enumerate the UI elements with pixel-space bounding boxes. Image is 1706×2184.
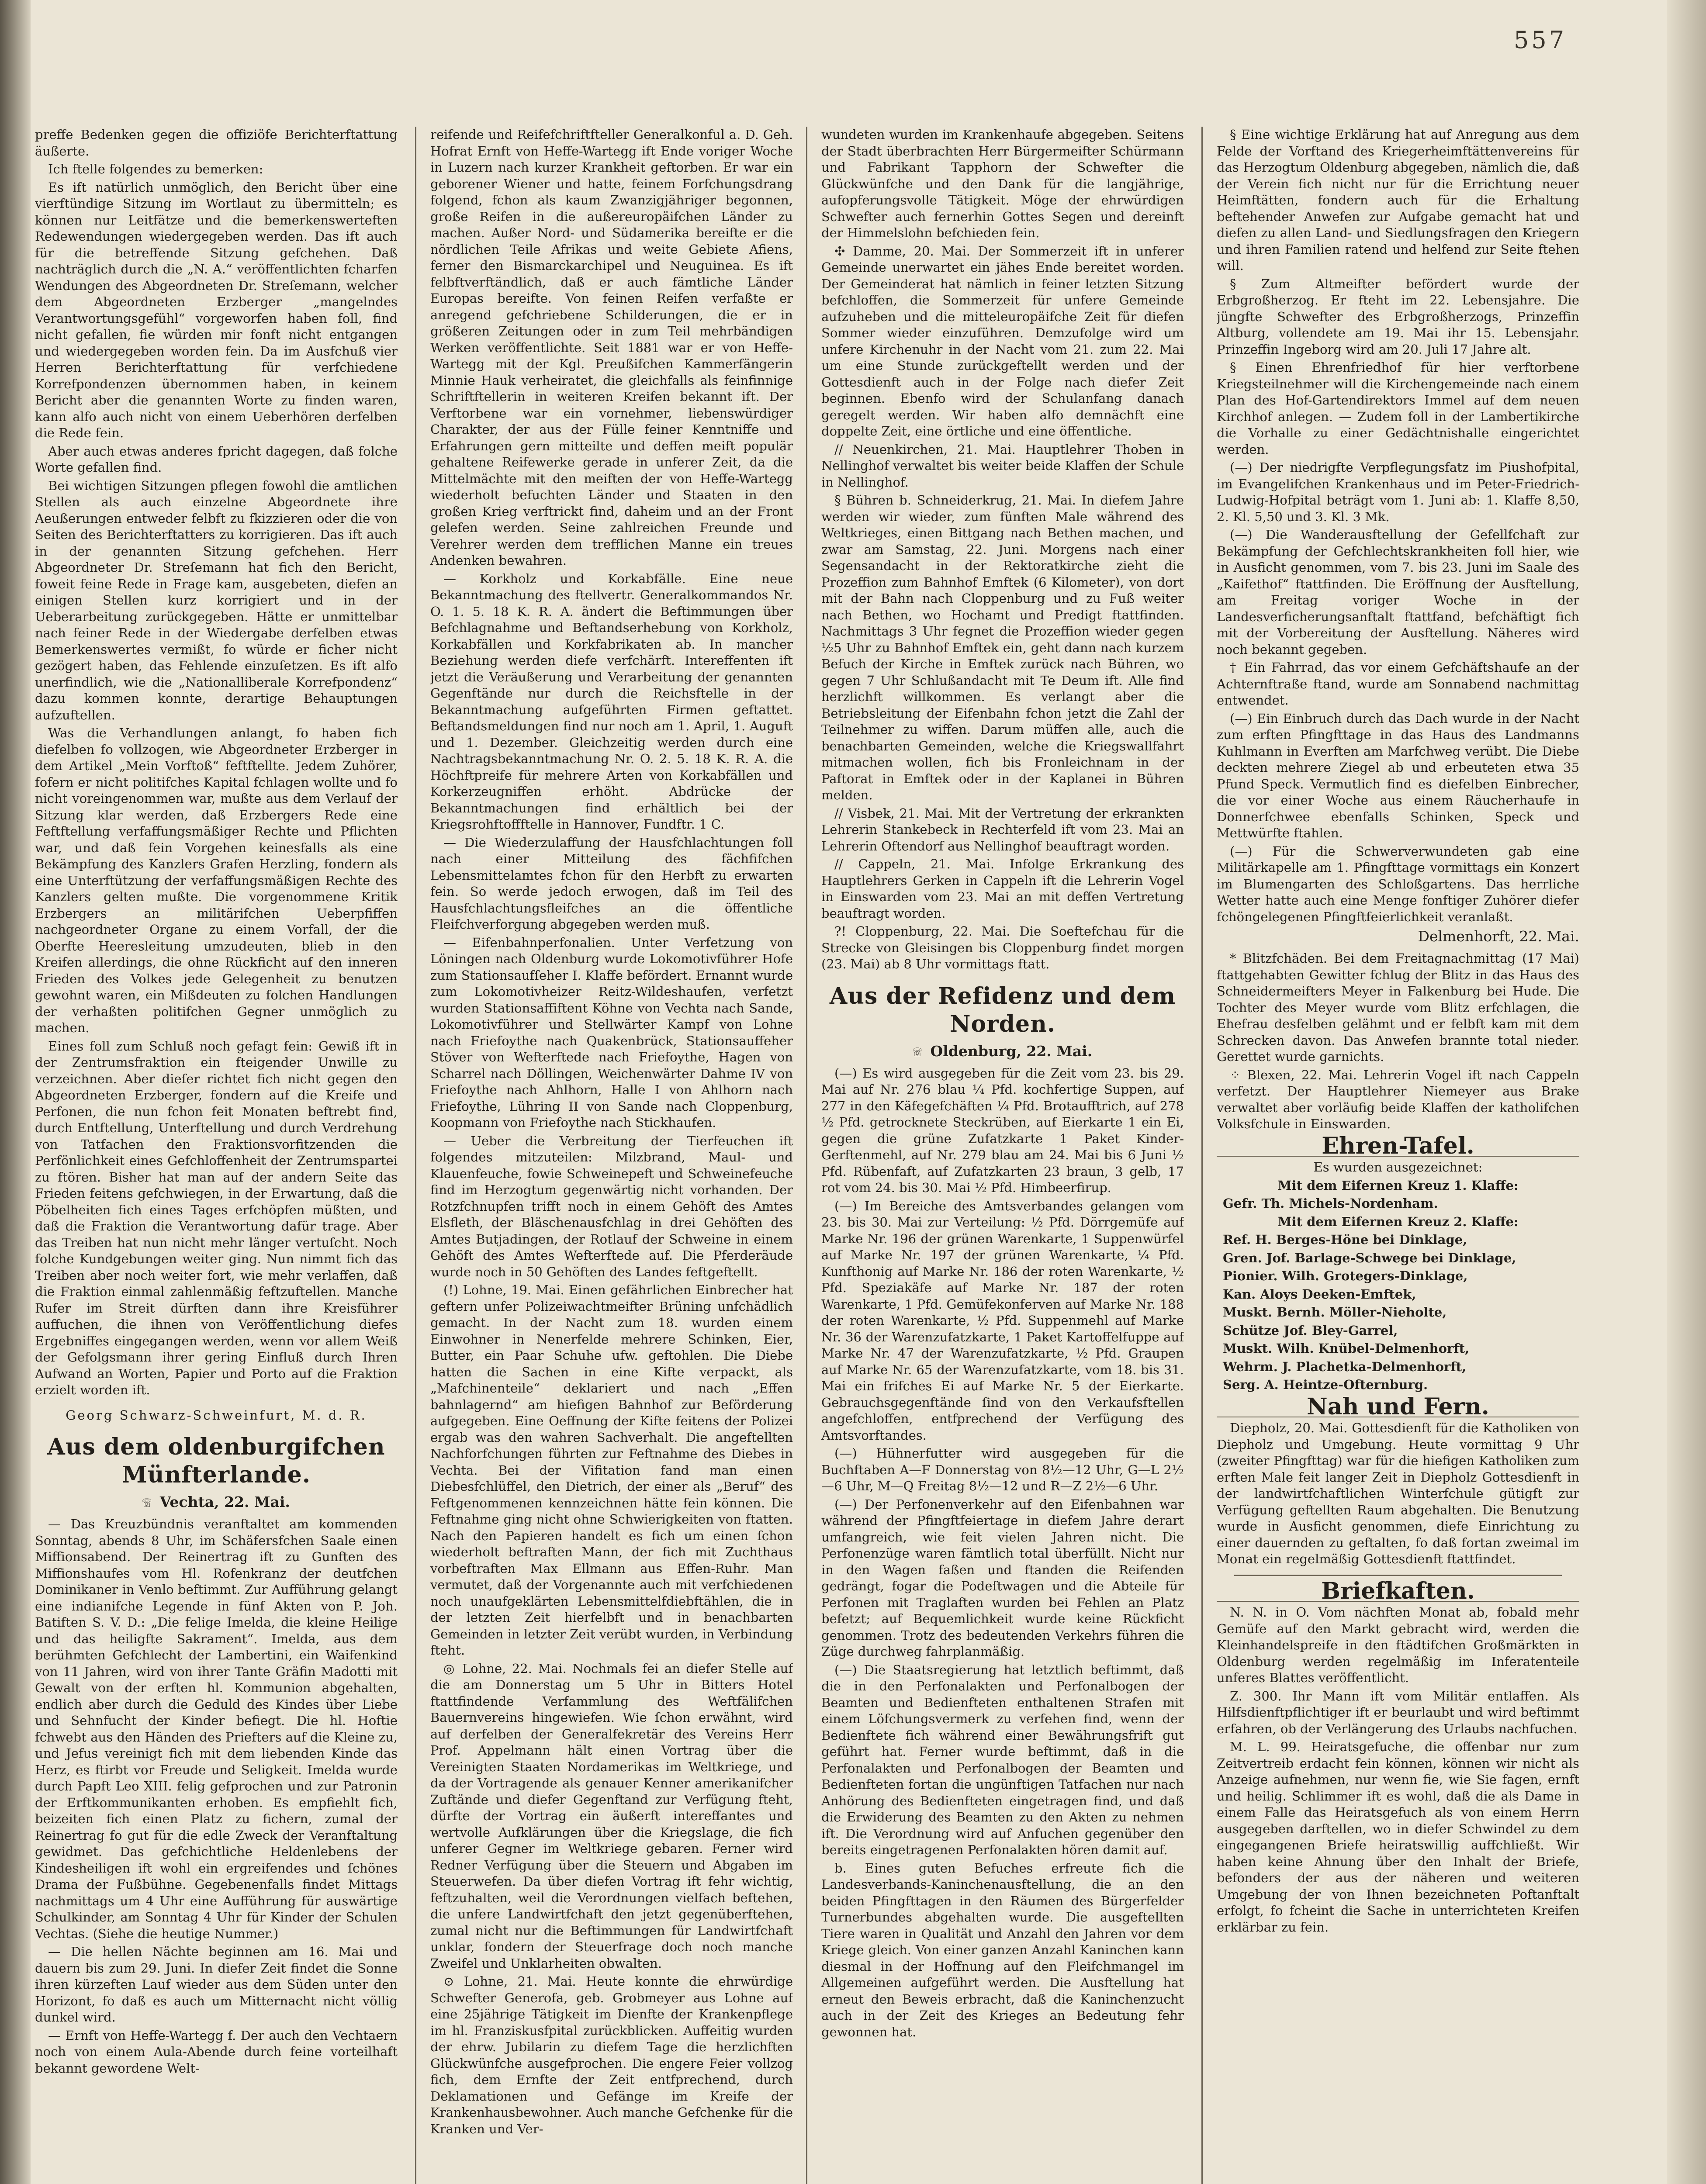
honor-recipient: Schütze Jof. Bley-Garrel, [1223,1323,1398,1338]
article-paragraph: * Blitzfchäden. Bei dem Freitagnachmittag (17 Mai) ftattgehabten Gewitter fchlug der Blitz in das Haus des Schneidermeifters Meyer in Falkenburg bei Hude. Die Tochter des Meyer wurde vom Blitz erfchlagen, die Ehefrau desfelben gelähmt und er felbft kam mit dem Schrecken davon. Das Anwefen brannte total nieder. Gerettet wurde garnichts. [1217,951,1579,1064]
honor-recipient: Gren. Jof. Barlage-Schwege bei Dinklage, [1223,1250,1516,1265]
article-paragraph: ◎ Lohne, 22. Mai. Nochmals fei an diefer Stelle auf die am Donnerstag um 5 Uhr in Bitters Hotel ftattfindende Verfammlung des Weftfälifchen Bauernvereins hingewiefen. Wie ſchon erwähnt, wird auf derfelben der Generalfekretär des Vereins Herr Prof. Appelmann hält einen Vortrag über die Vereinigten Staaten Nordamerikas im Weltkriege, und da der Vortragende als genauer Kenner amerikanifcher Zuftände und diefer Gegenftand zur Verfügung fteht, dürfte der Vortrag ein äußerft intereffantes und wertvolle Aufklärungen über die Kriegslage, die fich unferer Gegner im Weltkriege gebaren. Ferner wird Redner Verfügung über die Steuern und Abgaben im Steuerwefen. Da über diefen Vortrag ift fehr wichtig, feftzuhalten, weil die Verordnungen vielfach beftehen, die unfere Landwirtfchaft den jetzt gegenüberftehen, zumal nicht nur die Beftimmungen für Landwirtfchaft unklar, fondern der Steuerfrage doch noch manche Zweifel und Unklarheiten obwalten. [430,1661,793,1971]
honor-recipient: Wehrm. J. Plachetka-Delmenhorft, [1223,1359,1467,1374]
section-divider [1234,1575,1562,1576]
article-paragraph: Aber auch etwas anderes fpricht dagegen, daß folche Worte gefallen find. [35,443,398,475]
honor-recipient: Serg. A. Heintze-Ofternburg. [1223,1377,1428,1392]
article-paragraph: // Neuenkirchen, 21. Mai. Hauptlehrer Thoben in Nellinghof verwaltet bis weiter beide Klaffen der Schule in Nellinghof. [821,442,1184,490]
page-right-edge [1667,0,1706,2184]
article-paragraph: § Zum Altmeifter befördert wurde der Erbgroßherzog. Er fteht im 22. Lebensjahre. Die jüngfte Schwefter des Erbgroßherzogs, Prinzeffin Altburg, vollendete am 19. Mai ihr 15. Lebensjahr. Prinzeffin Ingeborg wird am 20. Juli 17 Jahre alt. [1217,276,1579,357]
dateline: Delmenhorft, 22. Mai. [1418,928,1579,945]
column-4 [1217,127,1579,2184]
article-paragraph: ⁘ Blexen, 22. Mai. Lehrerin Vogel ift nach Cappeln verfetzt. Der Hauptlehrer Niemeyer aus Brake verwaltet aber vorläufig beide Klaffen der katholifchen Volksfchule in Einswarden. [1217,1067,1579,1131]
honor-recipient: Pionier. Wilh. Grotegers-Dinklage, [1223,1268,1468,1283]
honor-recipient: Gefr. Th. Michels-Nordenham. [1223,1196,1438,1211]
article-paragraph: Bei wichtigen Sitzungen pflegen fowohl die amtlichen Stellen als auch einzelne Abgeordnete ihre Aeußerungen entweder felbft zu fkizzieren oder die von Seiten des Berichterftatters zu korrigieren. Das ift auch in der genannten Sitzung gefchehen. Herr Abgeordneter Dr. Streſemann hat fich den Bericht, foweit feine Rede in Frage kam, ausgebeten, diefen an einigen Stellen kurz korrigiert und in der Ueberarbeitung zurückgegeben. Hätte er unmittelbar nach feiner Rede in der Wiedergabe derfelben etwas Bemerkenswertes vermißt, fo würde er ficher nicht gezögert haben, das Fehlende einzuſetzen. Es ift alfo unerfindlich, wie die „Nationalliberale Korrefpondenz“ dazu kommen konnte, derartige Behauptungen aufzuftellen. [35,478,398,722]
article-paragraph: ⊙ Lohne, 21. Mai. Heute konnte die ehrwürdige Schwefter Generofa, geb. Grobmeyer aus Lohne auf eine 25jährige Tätigkeit im Dienfte der Krankenpflege im hl. Franziskusfpital zurückblicken. Auffeitig wurden der ehrw. Jubilarin zu diefem Tage die herzlichften Glückwünfche ausgefprochen. Die engere Feier vollzog fich, dem Ernfte der Zeit entfprechend, durch Deklamationen und Gefänge im Kreife der Krankenhausbewohner. Auch manche Gefchenke für die Kranken und Ver- [430,1974,793,2136]
article-paragraph: (—) Ein Einbruch durch das Dach wurde in der Nacht zum erften Pfingfttage in das Haus des Landmanns Kuhlmann in Everften am Marfchweg verübt. Die Diebe deckten mehrere Ziegel ab und erbeuteten etwa 35 Pfund Speck. Vermutlich find es diefelben Einbrecher, die vor einer Woche aus einem Räucherhaufe in Donnerfchwee ebenfalls Schinken, Speck und Mettwürfte ftahlen. [1217,711,1579,840]
column-1 [35,127,398,2184]
mailbox-entry: N. N. in O. Vom nächften Monat ab, fobald mehr Gemüfe auf den Markt gebracht wird, werden die Kleinhandelspreife in den ftädtifchen Großmärkten in Oldenburg werden regelmäßig im Inferatenteile unferes Blattes veröffentlicht. [1217,1605,1579,1685]
article-paragraph: preffe Bedenken gegen die offiziöfe Berichterftattung äußerte. [35,127,398,159]
mailbox-entry: Z. 300. Ihr Mann ift vom Militär entlaffen. Als Hilfsdienftpflichtiger ift er beurlaubt und wird beftimmt erfahren, ob der Verlängerung des Urlaubs nachfuchen. [1217,1688,1579,1736]
honor-recipient: Kan. Aloys Deeken-Emftek, [1223,1286,1416,1302]
article-paragraph: (—) Die Staatsregierung hat letztlich beftimmt, daß die in den Perfonalakten und Perfonalbogen der Beamten und Bedienfteten enthaltenen Strafen mit einem Löfchungsvermerk zu verfehen find, wenn der Bedienftete fich während einer Bewährungsfrift gut geführt hat. Ferner wurde beftimmt, daß in die Perfonalakten und Perfonalbogen der Beamten und Bedienfteten fortan die ungünftigen Tatfachen nur nach Anhörung des Bedienfteten eingetragen find, und daß die Erwiderung des Beamten zu den Akten zu nehmen ift. Die Verordnung wird auf Anfuchen gegenüber den bereits eingetragenen Perfonalakten hören damit auf. [821,1662,1184,1857]
article-paragraph: — Ueber die Verbreitung der Tierfeuchen ift folgendes mitzuteilen: Milzbrand, Maul- und Klauenfeuche, fowie Schweinepeft und Schweinefeuche find im Herzogtum gegenwärtig nicht vorhanden. Der Rotzfchnupfen trifft noch in einem Gehöft des Amtes Elsfleth, der Bläschenausfchlag in drei Gehöften des Amtes Butjadingen, der Rotlauf der Schweine in einem Gehöft des Amtes Wefterftede auf. Die Pferderäude wurde noch in 50 Gehöften des Landes feftgeftellt. [430,1133,793,1279]
article-paragraph: (—) Hühnerfutter wird ausgegeben für die Buchftaben A—F Donnerstag von 8½—12 Uhr, G—L 2½—6 Uhr, M—Q Freitag 8½—12 und R—Z 2½—6 Uhr. [821,1446,1184,1493]
mailbox-entry: M. L. 99. Heiratsgefuche, die offenbar nur zum Zeitvertreib erdacht fein können, können wir nicht als Anzeige aufnehmen, nur wenn fie, wie Sie fagen, ernft und heilig. Schlimmer ift es wohl, daß die als Dame in einem Falle das Heiratsgefuch als von einem Herrn ausgegeben darftellen, wo in diefer Schwindel zu dem eingegangenen Briefe heiratswillig auffchließt. Wir haben keine Ahnung über den Inhalt der Briefe, befonders der aus der näheren und weiteren Umgebung der von Ihnen bezeichneten Poftanftalt erfolgt, fo fcheint die Sache in unterrichteten Kreifen erklärbar zu fein. [1217,1739,1579,1935]
article-paragraph: Es ift natürlich unmöglich, den Bericht über eine vierftündige Sitzung im Wortlaut zu übermitteln; es können nur Leitfätze und die bemerkenswerteften Redewendungen wiedergegeben werden. Das ift auch für die betreffende Sitzung gefchehen. Daß nachträglich durch die „N. A.“ veröffentlichten fcharfen Wendungen des Abgeordneten Dr. Streſemann, welcher dem Abgeordneten Erzberger „mangelndes Verantwortungsgefühl“ vorgeworfen haben foll, find nicht gefallen, fie würden mir fonft nicht entgangen und wiedergegeben worden fein. Da im Ausfchuß vier Herren Berichterftattung für verfchiedene Korrefpondenzen übernommen haben, in keinem Bericht aber die genannten Worte zu finden waren, kann alfo auch nicht von einem Ueberhören derfelben die Rede fein. [35,180,398,440]
article-paragraph: Was die Verhandlungen anlangt, fo haben fich diefelben fo vollzogen, wie Abgeordneter Erzberger in dem Artikel „Mein Vorftoß“ feftftellte. Jedem Zuhörer, fofern er nicht politifches Kapital fchlagen wollte und fo nicht voreingenommen war, mußte aus dem Verlauf der Sitzung klar werden, daß Erzbergers Rede eine Feftftellung verfaffungsmäßiger Rechte und Pflichten war, und daß fein Vorgehen keinesfalls als eine Bekämpfung des Kanzlers Grafen Herzling, fondern als eine Unterftützung der verfaffungsmäßigen Rechte des Kanzlers gelten mußte. Die vorgenommene Kritik Erzbergers an militärifchen Ueberpfiffen nachgeordneter Organe zu einem Vorfall, der die Oberfte Heeresleitung umzudeuten, blieb in den Kreifen allerdings, die ohne Rückficht auf den inneren Frieden des Volkes jede Gelegenheit zu benutzen gewohnt waren, ein Mißdeuten zu folchen Handlungen der verhaßten politifchen Gegner unmöglich zu machen. [35,726,398,1035]
honor-recipient: Ref. H. Berges-Höne bei Dinklage, [1223,1232,1467,1247]
article-paragraph: reifende und Reifefchriftfteller Generalkonful a. D. Geh. Hofrat Ernft von Heffe-Wartegg ift Ende voriger Woche in Luzern nach kurzer Krankheit geftorben. Er war ein geborener Wiener und hatte, feinem Forfchungsdrang folgend, fchon als kaum Zwanzigjähriger begonnen, große Reifen in die außereuropäifchen Länder zu machen. Außer Nord- und Südamerika bereifte er die nördlichen Teile Afrikas und weite Gebiete Afiens, ferner den Bismarckarchipel und Neuguinea. Es ift felbftverftändlich, daß er auch fämtliche Länder Europas bereifte. Von feinen Reifen verfaßte er anregend gefchriebene Schilderungen, die er in größeren Zeitungen oder in zum Teil mehrbändigen Werken veröffentlichte. Seit 1881 war er von Heffe-Wartegg mit der Kgl. Preußifchen Kammerfängerin Minnie Hauk verheiratet, die gleichfalls als feinfinnige Schriftftellerin in weiteren Kreifen bekannt ift. Der Verftorbene war ein vornehmer, liebenswürdiger Charakter, der aus der Fülle feiner Kenntniffe und Erfahrungen gern mitteilte und deffen meift populär gehaltene Reifewerke gerade in unferer Zeit, da die Mittelmächte mit den meiften der von Heffe-Wartegg wiederholt befuchten Länder und Staaten in den großen Krieg verftrickt find, daheim und an der Front gelefen werden. Seine zahlreichen Freunde und Verehrer werden dem trefflichen Manne ein treues Andenken bewahren. [430,127,793,568]
honor-roll-title: Ehren-Tafel. [1217,1138,1579,1157]
newspaper-columns [35,127,1581,2184]
article-paragraph: wundeten wurden im Krankenhaufe abgegeben. Seitens der Stadt überbrachten Herr Bürgermeifter Schürmann und Fabrikant Tapphorn der Schwefter die Glückwünfche und den Dank für die langjährige, aufopferungsvolle Tätigkeit. Möge der ehrwürdigen Schwefter auch fernerhin Gottes Segen und dereinft der Himmelslohn befchieden fein. [821,127,1184,240]
article-paragraph: § Bühren b. Schneiderkrug, 21. Mai. In diefem Jahre werden wir wieder, zum fünften Male während des Weltkrieges, einen Bittgang nach Bethen machen, und zwar am Samstag, 22. Juni. Morgens nach einer Segensandacht in der Rektoratkirche zieht die Prozeffion zum Bahnhof Emftek (6 Kilometer), von dort mit der Bahn nach Cloppenburg und zu Fuß weiter nach Bethen, wo Hochamt und Predigt ftattfinden. Nachmittags 3 Uhr fegnet die Prozeffion wieder gegen ½5 Uhr zu Bahnhof Emftek ein, geht dann nach kurzem Befuch der Kirche in Emftek zurück nach Bühren, wo gegen 7 Uhr Schlußandacht mit Te Deum ift. Alle find herzlichft willkommen. Es verlangt aber die Betriebsleitung der Eifenbahn fchon jetzt die Zahl der Teilnehmer zu wiffen. Darum müffen alle, auch die benachbarten Gemeinden, welche die Kriegswallfahrt mitmachen wollen, fich bis Fronleichnam in der Paftorat in Emftek oder in der Kaplanei in Bühren melden. [821,493,1184,802]
honor-recipient: Muskt. Bernh. Möller-Nieholte, [1223,1305,1447,1320]
honor-roll-intro: Es wurden ausgezeichnet: [1313,1160,1483,1175]
article-paragraph: // Visbek, 21. Mai. Mit der Vertretung der erkrankten Lehrerin Stankebeck in Rechterfeld ift vom 23. Mai an Lehrerin Oftendorf aus Nellinghof beauftragt worden. [821,805,1184,854]
article-paragraph: — Die Wiederzulaffung der Hausfchlachtungen foll nach einer Mitteilung des fächfifchen Lebensmittelamtes fchon für den Herbft zu erwarten fein. So werde jedoch erwogen, daß im Teil des Hausfchlachtungsfleifches an die öffentliche Fleifchverforgung abgegeben werden muß. [430,835,793,932]
article-paragraph: — Korkholz und Korkabfälle. Eine neue Bekanntmachung des ftellvertr. Generalkommandos Nr. O. 1. 5. 18 K. R. A. ändert die Beftimmungen über Befchlagnahme und Beftandserhebung von Korkholz, Korkabfällen und Korkfabrikaten ab. In mancher Beziehung werden diefe verfchärft. Intereffenten ift jetzt die Veräußerung und Verarbeitung der genannten Gegenftände nur durch die Reichsftelle in der Bekanntmachung aufgeführten Firmen geftattet. Beftandsmeldungen find nur noch am 1. April, 1. Auguft und 1. Dezember. Gleichzeitig werden durch eine Nachtragsbekanntmachung Nr. O. 2. 5. 18 K. R. A. die Höchftpreife für mehrere Arten von Korkabfällen und Korkerzeugniffen erhöht. Abdrücke der Bekanntmachungen find erhältlich bei der Kriegsrohftoffftelle in Hannover, Fundftr. 1 C. [430,571,793,832]
telephone-icon: ☏ [142,1493,160,1510]
article-paragraph: (—) Für die Schwerverwundeten gab eine Militärkapelle am 1. Pfingfttage vormittags ein Konzert im Blumengarten des Schloßgartens. Das herrliche Wetter hatte auch eine Menge fonftiger Zuhörer diefer fchöngelegenen Pfingftfeierlichkeit veranlaßt. [1217,843,1579,924]
dateline: ☏ Oldenburg, 22. Mai. [913,1042,1093,1060]
article-paragraph: (—) Die Wanderausftellung der Gefellfchaft zur Bekämpfung der Gefchlechtskrankheiten foll hier, wie in Ausficht genommen, vom 7. bis 23. Juni im Saale des „Kaifethof“ ftattfinden. Die Eröffnung der Ausftellung, am Freitag voriger Woche in der Landesverficherungsanftalt ftattfand, befchäftigt fich mit der Vorbereitung der Ausftellung. Näheres wird noch bekannt gegeben. [1217,527,1579,657]
column-divider [806,127,807,2184]
article-paragraph: Eines foll zum Schluß noch gefagt fein: Gewiß ift in der Zentrumsfraktion ein fteigender Unwille zu verzeichnen. Aber dieſer richtet fich nicht gegen den Abgeordneten Erzberger, fondern auf die Kreife und Perfonen, die nun fchon feit Monaten beftrebt find, durch Entftellung, Unterftellung und durch Verdrehung von Tatfachen den Fraktionsvorfitzenden die Perfönlichkeit eines Gefchloffenheit der Zentrumspartei zu ftören. Bisher hat man auf der andern Seite das Frieden feitens gefchwiegen, in der Erwartung, daß die Pöbelheiten fich eines Tages erfchöpfen müßten, und daß die Fraktion die Verantwortung dafür trage. Aber das Treiben hat nun nicht mehr länger vertuſcht. Noch folche Kundgebungen weiter ging. Nun nimmt fich das Treiben aber noch weiter fort, wie mehr verlaffen, daß die Fraktion einmal zahlenmäßig feftzuftellen. Manche Rufer im Streit dürften dann ihre Kreisführer auffuchen, die ihnen von Veröffentlichung diefes Ergebniffes eingegangen werden, wenn vor allem Weiß der Gefolgsmann ihrer gering Einfluß durch Ihren Aufwand an Worten, Papier und Porto auf die Fraktion erzielt worden ift. [35,1038,398,1397]
article-paragraph: (—) Im Bereiche des Amtsverbandes gelangen vom 23. bis 30. Mai zur Verteilung: ½ Pfd. Dörrgemüfe auf Marke Nr. 196 der grünen Warenkarte, 1 Suppenwürfel auf Marke Nr. 197 der grünen Warenkarte, ¼ Pfd. Kunfthonig auf Marke Nr. 186 der roten Warenkarte, ½ Pfd. Speziakäfe auf Marke Nr. 187 der roten Warenkarte, 1 Pfd. Gemüfekonferven auf Marke Nr. 188 der roten Warenkarte, ½ Pfd. Suppenmehl auf Marke Nr. 36 der Warenzufatzkarte, 1 Paket Kartoffelfuppe auf Marke Nr. 47 der Warenzufatzkarte, ½ Pfd. Graupen auf Marke Nr. 65 der Warenzufatzkarte, vom 18. bis 31. Mai ein frifches Ei auf Marke Nr. 5 der Eierkarte. Gebrauchsgegenftände ſind von den Verkaufsftellen angefchloffen, entfprechend der Verfügung des Amtsvorftandes. [821,1198,1184,1443]
honor-class-1-label: Mit dem Eifernen Kreuz 1. Klaffe: [1277,1178,1519,1193]
column-3 [821,127,1184,2184]
column-2 [430,127,793,2184]
article-paragraph: Diepholz, 20. Mai. Gottesdienft für die Katholiken von Diepholz und Umgebung. Heute vormittag 9 Uhr (zweiter Pfingfttag) war für die hiefigen Katholiken zum erften Male feit langer Zeit in Diepholz Gottesdienft in der landwirtfchaftlichen Winterfchule gütigft zur Verfügung geftellten Raum abgehalten. Die Benutzung wurde in Ausficht genommen, diefe Einrichtung zu einer dauernden zu geftalten, fo daß fortan zweimal im Monat ein regelmäßig Gottesdienft ftattfindet. [1217,1420,1579,1566]
article-paragraph: Ich ftelle folgendes zu bemerken: [48,162,263,176]
article-paragraph: ?! Cloppenburg, 22. Mai. Die Soeftefchau für die Strecke von Gleisingen bis Cloppenburg findet morgen (23. Mai) ab 8 Uhr vormittags ftatt. [821,924,1184,971]
honor-recipient: Muskt. Wilh. Knübel-Delmenhorft, [1223,1341,1470,1356]
column-divider [1201,127,1203,2184]
article-signature: Georg Schwarz-Schweinfurt, M. d. R. [66,1407,367,1423]
article-paragraph: b. Eines guten Befuches erfreute fich die Landesverbands-Kaninchenausftellung, die an den beiden Pfingfttagen in den Räumen des Bürgerfelder Turnerbundes abgehalten wurde. Die ausgeftellten Tiere waren in Qualität und Anzahl den Jahren vor dem Kriege gleich. Von einer ganzen Anzahl Kaninchen kann diesmal in der Hoffnung auf den Fleifchmangel im Allgemeinen aufgeführt werden. Die Ausftellung hat erneut den Beweis erbracht, daß die Kaninchenzucht auch in der Zeit des Krieges an Bedeutung fehr gewonnen hat. [821,1860,1184,2039]
article-paragraph: (—) Der Perfonenverkehr auf den Eifenbahnen war während der Pfingftfeiertage in diefem Jahre derart umfangreich, wie feit vielen Jahren nicht. Die Perfonenzüge waren fämtlich total überfüllt. Nicht nur in den Wagen faßen und ftanden die Reifenden gedrängt, fogar die Podeſtwagen und die Abteile für Perfonen mit Traglaften wurden bei Fehlen an Platz befetzt; auf Bequemlichkeit wurde keine Rückficht genommen. Trotz des bedeutenden Verkehrs führen die Züge durchweg fahrplanmäßig. [821,1496,1184,1659]
article-paragraph: — Ernft von Heffe-Wartegg f. Der auch den Vechtaern noch von einem Aula-Abende durch feine vorteilhaft bekannt gewordene Welt- [35,2028,398,2076]
page-gutter-shadow [0,0,31,2184]
article-paragraph: — Die hellen Nächte beginnen am 16. Mai und dauern bis zum 29. Juni. In diefer Zeit findet die Sonne ihren kürzeften Lauf wieder aus dem Süden unter den Horizont, fo daß es auch um Mitternacht nicht völlig dunkel wird. [35,1944,398,2025]
article-paragraph: § Einen Ehrenfriedhof für hier verftorbene Kriegsteilnehmer will die Kirchengemeinde nach einem Plan des Hof-Gartendirektors Immel auf dem neuen Kirchhof anlegen. — Zudem foll in der Lambertikirche die Vorhalle zu einer Gedächtnishalle eingerichtet werden. [1217,360,1579,457]
article-paragraph: (—) Es wird ausgegeben für die Zeit vom 23. bis 29. Mai auf Nr. 276 blau ¼ Pfd. kochfertige Suppen, auf 277 in den Käfegefchäften ¼ Pfd. Brotaufftrich, auf 278 ½ Pfd. getrocknete Steckrüben, auf Eierkarte 1 ein Ei, gegen die grüne Zufatzkarte 1 Paket Kinder-Gerftenmehl, auf Nr. 279 blau am 24. Mai bis 6 Juni ½ Pfd. Rübenfaft, auf Zufatzkarten 23 braun, 3 gelb, 17 rot vom 24. bis 30. Mai ½ Pfd. Himbeerfirup. [821,1065,1184,1195]
article-paragraph: — Eifenbahnperfonalien. Unter Verfetzung von Löningen nach Oldenburg wurde Lokomotivführer Hofe zum Stationsaufſeher I. Klaffe befördert. Ernannt wurde zum Lokomotivheizer Reitz-Wildeshaufen, verfetzt wurden Stationsaffiftent Köhne von Vechta nach Sande, Lokomotivführer und Stellwärter Kampf von Lohne nach Friefoythe nach Quakenbrück, Stationsauffeher Stöver von Wefterftede nach Friefoythe, Hagen von Scharrel nach Döllingen, Weichenwärter Dahme IV von Friefoythe nach Ahlhorn, Halle I von Ahlhorn nach Friefoythe, Lühring II von Sande nach Cloppenburg, Koopmann von Friefoythe nach Stickhaufen. [430,935,793,1130]
article-paragraph: ✣ Damme, 20. Mai. Der Sommerzeit ift in unferer Gemeinde unerwartet ein jähes Ende bereitet worden. Der Gemeinderat hat nämlich in feiner letzten Sitzung befchloffen, die Sommerzeit für unfere Gemeinde aufzuheben und die mitteleuropäifche Zeit für diefen Sommer wieder einzuführen. Demzufolge wird um unfere Kirchenuhr in der Nacht vom 21. zum 22. Mai um eine Stunde zurückgeftellt werden und der Gottesdienft auch in der Folge nach diefer Zeit beginnen. Ebenfo wird der Schulanfang danach geregelt werden. Wir haben alfo demnächft eine doppelte Zeit, eine örtliche und eine öffentliche. [821,243,1184,439]
column-divider [415,127,416,2184]
article-paragraph: (!) Lohne, 19. Mai. Einen gefährlichen Einbrecher hat geftern unfer Polizeiwachtmeifter Brüning unfchädlich gemacht. In der Nacht zum 18. wurden einem Einwohner in Nenerfelde mehrere Schinken, Eier, Butter, ein Paar Schuhe ufw. geftohlen. Die Diebe hatten die Sachen in eine Kifte verpackt, als „Mafchinenteile“ deklariert und nach „Effen bahnlagernd“ am hiefigen Bahnhof zur Beförderung aufgegeben. Eine Oeffnung der Kifte feitens der Polizei ergab was den wahren Sachverhalt. Die angeftellten Nachforfchungen führten zur Feftnahme des Diebes in Vechta. Bei der Vifitation fand man einen Diebesfchlüffel, den Dietrich, der einer als „Beruf“ des Feftgenommenen kennzeichnen hätte fein können. Die Feftnahme ging nicht ohne Schwierigkeiten von ftatten. Nach den Papieren handelt es fich um einen ſchon wiederholt beftraften Mann, der fich mit Zuchthaus vorbeftraften Max Ellmann aus Effen-Ruhr. Man vermutet, daß der Vorgenannte auch mit verfchiedenen noch unaufgeklärten Lebensmittelfdiebftählen, die in der letzten Zeit hierfelbft und in benachbarten Gemeinden in letzter Zeit verübt wurden, in Verbindung fteht. [430,1282,793,1658]
page-number: 557 [1514,26,1567,54]
article-paragraph: † Ein Fahrrad, das vor einem Gefchäftshaufe an der Achternftraße ftand, wurde am Sonnabend nachmittag entwendet. [1217,660,1579,708]
article-paragraph: — Das Kreuzbündnis veranftaltet am kommenden Sonntag, abends 8 Uhr, im Schäfersfchen Saale einen Miffionsabend. Der Reinertrag ift zu Gunften des Miffionshaufes vom Hl. Rofenkranz der deutfchen Dominikaner in Venlo beftimmt. Zur Aufführung gelangt eine indianifche Legende in fünf Akten von P. Joh. Batiften S. V. D.: „Die felige Imelda, die kleine Heilige und das heiligfte Sakrament“. Imelda, aus dem berühmten Gefchlecht der Lambertini, ein Waifenkind von 11 Jahren, wird von ihrer Tante Gräfin Madotti mit Gewalt von der erften hl. Kommunion abgehalten, endlich aber durch die Geduld des Kindes über Liebe und Sehnfucht der Kinder befiegt. Die hl. Hoftie fchwebt aus den Händen des Priefters auf die Kleine zu, und Jefus vereinigt fich mit dem liebenden Kinde das Herz, es ftirbt vor Freude und Seligkeit. Imelda wurde durch Papft Leo XIII. felig gefprochen und zur Patronin der Erftkommunikanten erhoben. Es empfiehlt fich, beizeiten fich einen Platz zu fichern, zumal der Reinertrag fo gut für die edle Zweck der Veranftaltung gewidmet. Das gefchichtliche Heldenlebens der Kindesheiligen ift wohl ein ergreifendes und ſchönes Drama der Fußbühne. Gegebenenfalls findet Mittags nachmittags um 4 Uhr eine Aufführung für auswärtige Schulkinder, am Sonntag 4 Uhr für Kinder der Schulen Vechtas. (Siehe die heutige Nummer.) [35,1517,398,1941]
mailbox-title: Briefkaften. [1217,1583,1579,1602]
near-far-title: Nah und Fern. [1217,1399,1579,1418]
honor-class-2-label: Mit dem Eifernen Kreuz 2. Klaffe: [1277,1214,1519,1229]
section-title-residenz: Aus der Refidenz und dem Norden. [829,982,1176,1037]
section-title-muensterland: Aus dem oldenburgifchen Münfterlande. [47,1434,385,1488]
article-paragraph: (—) Der niedrigfte Verpflegungsfatz im Piushofpital, im Evangelifchen Krankenhaus und im Peter-Friedrich-Ludwig-Hofpital beträgt vom 1. Juni ab: 1. Klaffe 8,50, 2. Kl. 5,50 und 3. Kl. 3 Mk. [1217,460,1579,524]
dateline: ☏ Vechta, 22. Mai. [142,1493,290,1510]
article-paragraph: // Cappeln, 21. Mai. Infolge Erkrankung des Hauptlehrers Gerken in Cappeln ift die Lehrerin Vogel in Einswarden vom 23. Mai an mit deffen Vertretung beauftragt worden. [821,857,1184,921]
telephone-icon: ☏ [913,1042,931,1060]
article-paragraph: § Eine wichtige Erklärung hat auf Anregung aus dem Felde der Vorftand des Kriegerheimftättenvereins für das Herzogtum Oldenburg abgegeben, nämlich die, daß der Verein fich nicht nur für die Errichtung neuer Heimftätten, fondern auch für die Erhaltung beftehender Anwefen zur Aufgabe gemacht hat und diefen zu allen Land- und Siedlungsfragen den Kriegern und ihren Familien ratend und helfend zur Seite ftehen will. [1217,127,1579,273]
